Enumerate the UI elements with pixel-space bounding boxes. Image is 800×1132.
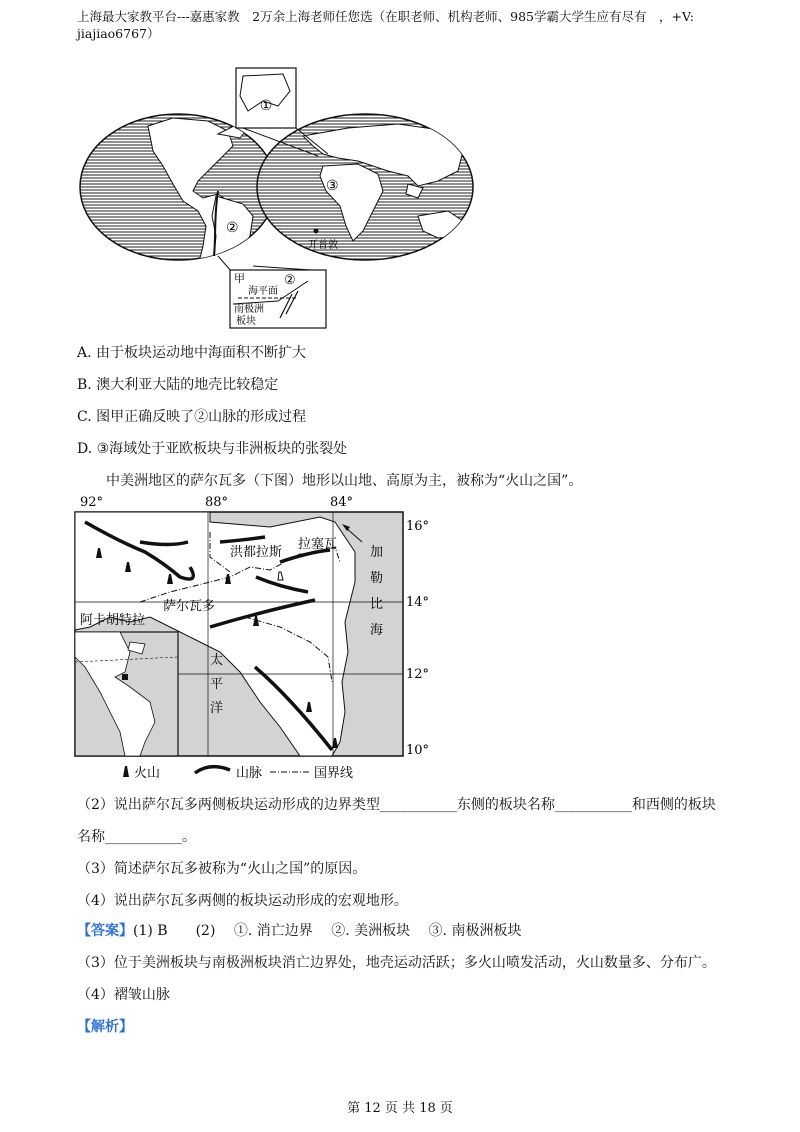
question-4: （4）说出萨尔瓦多两侧的板块运动形成的宏观地形。: [77, 893, 408, 909]
svg-text:太: 太: [210, 653, 224, 668]
question-3: （3）简述萨尔瓦多被称为“火山之国”的原因。: [77, 861, 367, 877]
western-hemisphere: [80, 114, 276, 271]
lat-14-label: 14°: [406, 595, 430, 610]
lat-10-label: 10°: [406, 743, 430, 758]
svg-text:洋: 洋: [210, 701, 224, 716]
lat-16-label: 16°: [406, 519, 430, 534]
answer-line-2: （3）位于美洲板块与南极洲板块消亡边界处，地壳运动活跃；多火山喷发活动，火山数量多、分布广。: [77, 955, 716, 971]
answer-tag: 【答案】: [77, 923, 133, 939]
salvador-label: 萨尔瓦多: [163, 599, 216, 614]
eastern-hemisphere: [257, 114, 473, 260]
svg-text:比: 比: [370, 597, 384, 612]
label-1: ①: [259, 98, 273, 114]
cape-town-dot: [314, 229, 319, 234]
svg-text:加: 加: [370, 545, 384, 560]
svg-text:海: 海: [370, 623, 384, 638]
honduras-label: 洪都拉斯: [230, 545, 283, 560]
acajutla-label: 阿卡胡特拉: [80, 613, 146, 628]
svg-text:勒: 勒: [370, 571, 384, 586]
label-2: ②: [226, 220, 239, 236]
antarctic-label-1: 南极洲: [234, 304, 264, 315]
legend-volcano: 火山: [134, 766, 161, 781]
option-d: D. ③海域处于亚欧板块与非洲板块的张裂处: [77, 441, 348, 457]
inset-label-2: ②: [284, 273, 296, 288]
answer-line-3: （4）褶皱山脉: [77, 987, 170, 1003]
map-legend: [123, 765, 353, 781]
label-3: ③: [326, 178, 339, 194]
lon-84-label: 84°: [330, 495, 354, 510]
lon-88-label: 88°: [205, 495, 229, 510]
analysis-tag: 【解析】: [77, 1019, 133, 1035]
header-line-2: jiajiao6767）: [77, 26, 160, 41]
cape-town-label: 开普敦: [308, 240, 338, 251]
page-header: [77, 8, 737, 42]
inset-jia-label: 甲: [234, 272, 245, 285]
option-b: B. 澳大利亚大陆的地壳比较稳定: [77, 377, 279, 393]
central-america-map: [70, 492, 450, 784]
world-map-figure: [78, 66, 498, 332]
antarctic-label-2: 板块: [236, 316, 256, 327]
question-2-line-1: （2）说出萨尔瓦多两侧板块运动形成的边界类型___________东侧的板块名称___________和西侧的板块: [77, 797, 716, 813]
intro-text: 中美洲地区的萨尔瓦多（下图）地形以山地、高原为主，被称为“火山之国”。: [106, 473, 583, 489]
header-line-1: 上海最大家教平台---嘉惠家教 2万余上海老师任您选（在职老师、机构老师、985学霸大学生应有尽有 ，+V:: [77, 9, 694, 24]
question-2-line-2: 名称___________。: [77, 829, 196, 845]
lon-92-label: 92°: [80, 495, 104, 510]
lasaiwa-label: 拉塞瓦: [298, 537, 338, 552]
legend-mountain: 山脉: [236, 766, 263, 781]
sea-level-label: 海平面: [248, 286, 278, 297]
legend-border: 国界线: [314, 766, 354, 781]
page-footer: 第 12 页 共 18 页: [347, 1101, 453, 1116]
option-a: A. 由于板块运动地中海面积不断扩大: [77, 345, 307, 361]
svg-text:平: 平: [210, 677, 224, 692]
answer-line-1-text: (1) B (2) ①. 消亡边界 ②. 美洲板块 ③. 南极洲板块: [133, 923, 522, 939]
answer-line-1: [77, 920, 521, 940]
option-c: C. 图甲正确反映了②山脉的形成过程: [77, 409, 307, 425]
lat-12-label: 12°: [406, 667, 430, 682]
pacific-label: [210, 652, 223, 716]
